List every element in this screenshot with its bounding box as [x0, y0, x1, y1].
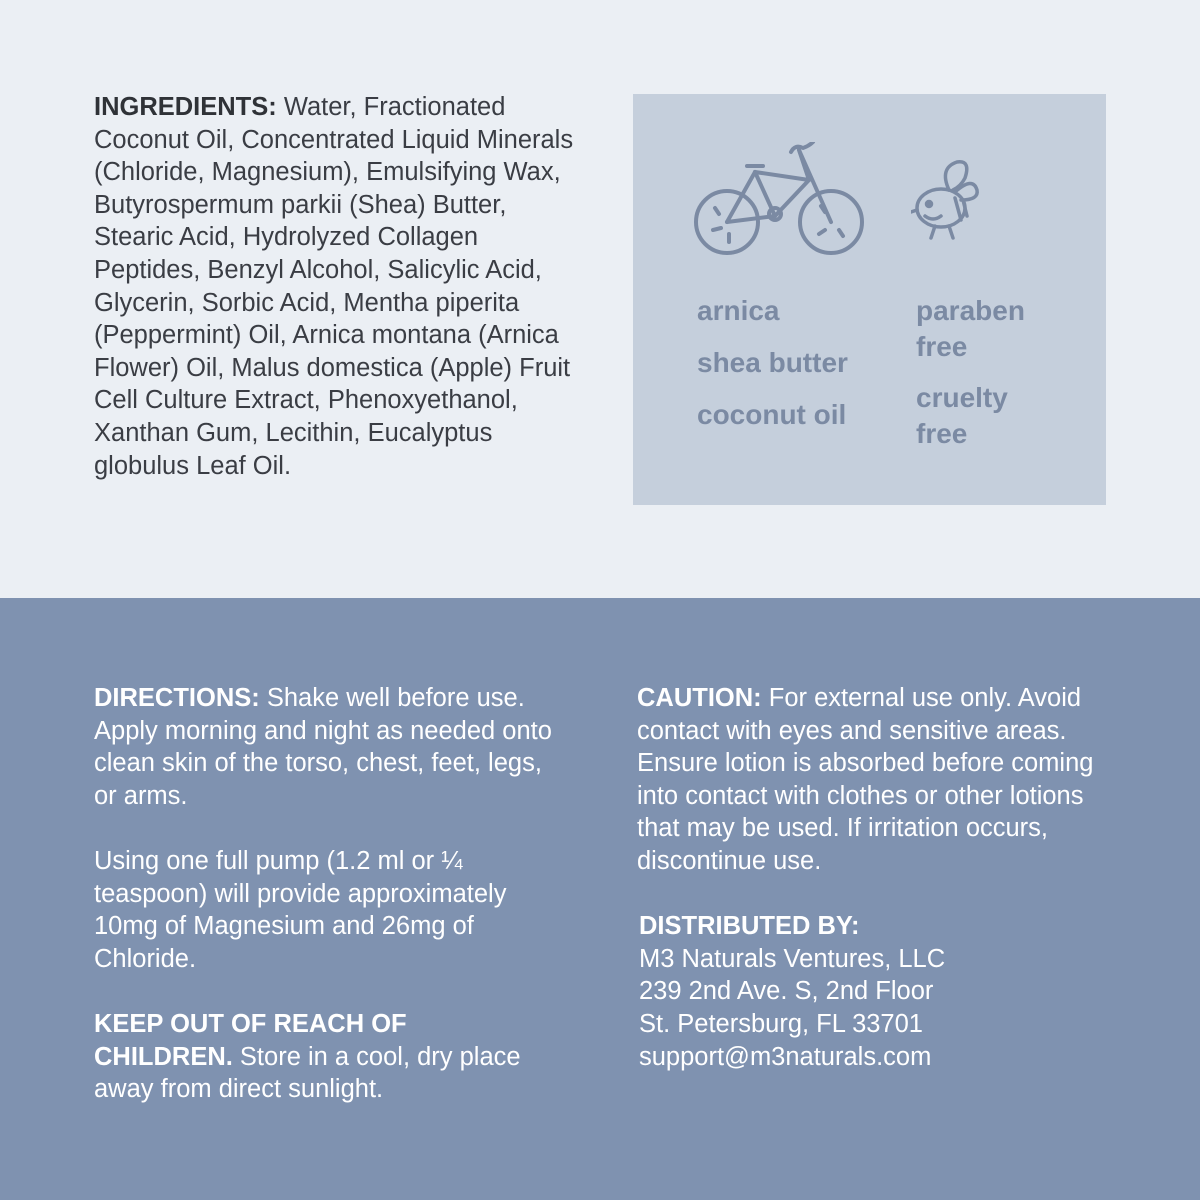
ingredients-block [94, 91, 584, 482]
directions-heading: DIRECTIONS: [94, 684, 260, 712]
directions-text: Shake well before use. Apply morning and night as needed onto clean skin of the torso, chest, feet, legs, or arms. [94, 684, 552, 810]
features-panel [633, 94, 1106, 505]
feature-cruelty-free: cruelty free [916, 382, 1008, 449]
directions-column [94, 682, 564, 1106]
distributor-city: St. Petersburg, FL 33701 [639, 1009, 923, 1038]
ingredients-text: Water, Fractionated Coconut Oil, Concentrated Liquid Minerals (Chloride, Magnesium), Emulsifying Wax, Butyrospermum parkii (Shea) Butter, Stearic Acid, Hydrolyzed Collagen Peptides, Benzyl Alcohol, Salicylic Acid, Glycerin, Sorbic Acid, Mentha piperita (Peppermint) Oil, Arnica montana (Arnica Flower) Oil, Malus domestica (Apple) Fruit Cell Culture Extract, Phenoxyethanol, Xanthan Gum, Lecithin, Eucalyptus globulus Leaf Oil. [94, 93, 574, 480]
caution-heading: CAUTION: [637, 684, 762, 712]
bicycle-icon [693, 142, 869, 260]
feature-shea-butter: shea butter [697, 347, 848, 378]
distributed-heading: DISTRIBUTED BY: [639, 912, 860, 941]
keep-out-paragraph [94, 1008, 544, 1106]
caution-column [637, 682, 1107, 1073]
caution-paragraph [637, 682, 1107, 878]
keep-out-text: Store in a cool, dry place away from direct sunlight. [94, 1042, 521, 1104]
caution-text: For external use only. Avoid contact with eyes and sensitive areas. Ensure lotion is absorbed before coming into contact with clothes or other lotions that may be used. If irritation occurs, discontinue use. [637, 684, 1094, 875]
keep-out-heading: KEEP OUT OF REACH OF CHILDREN. [94, 1009, 407, 1071]
distributor-name: M3 Naturals Ventures, LLC [639, 944, 946, 973]
feature-arnica: arnica [697, 295, 780, 326]
distributor-email: support@m3naturals.com [639, 1042, 932, 1071]
distributor-address: 239 2nd Ave. S, 2nd Floor [639, 977, 934, 1006]
bee-icon [911, 158, 985, 242]
feature-coconut-oil: coconut oil [697, 399, 847, 430]
directions-paragraph [94, 682, 564, 812]
ingredients-heading: INGREDIENTS: [94, 93, 277, 121]
feature-paraben-free: paraben free [916, 295, 1025, 362]
bottom-section [0, 598, 1200, 1200]
dosage-paragraph: Using one full pump (1.2 ml or ¼ teaspoon) will provide approximately 10mg of Magnesium and 26mg of Chloride. [94, 846, 507, 973]
top-section [0, 0, 1200, 598]
